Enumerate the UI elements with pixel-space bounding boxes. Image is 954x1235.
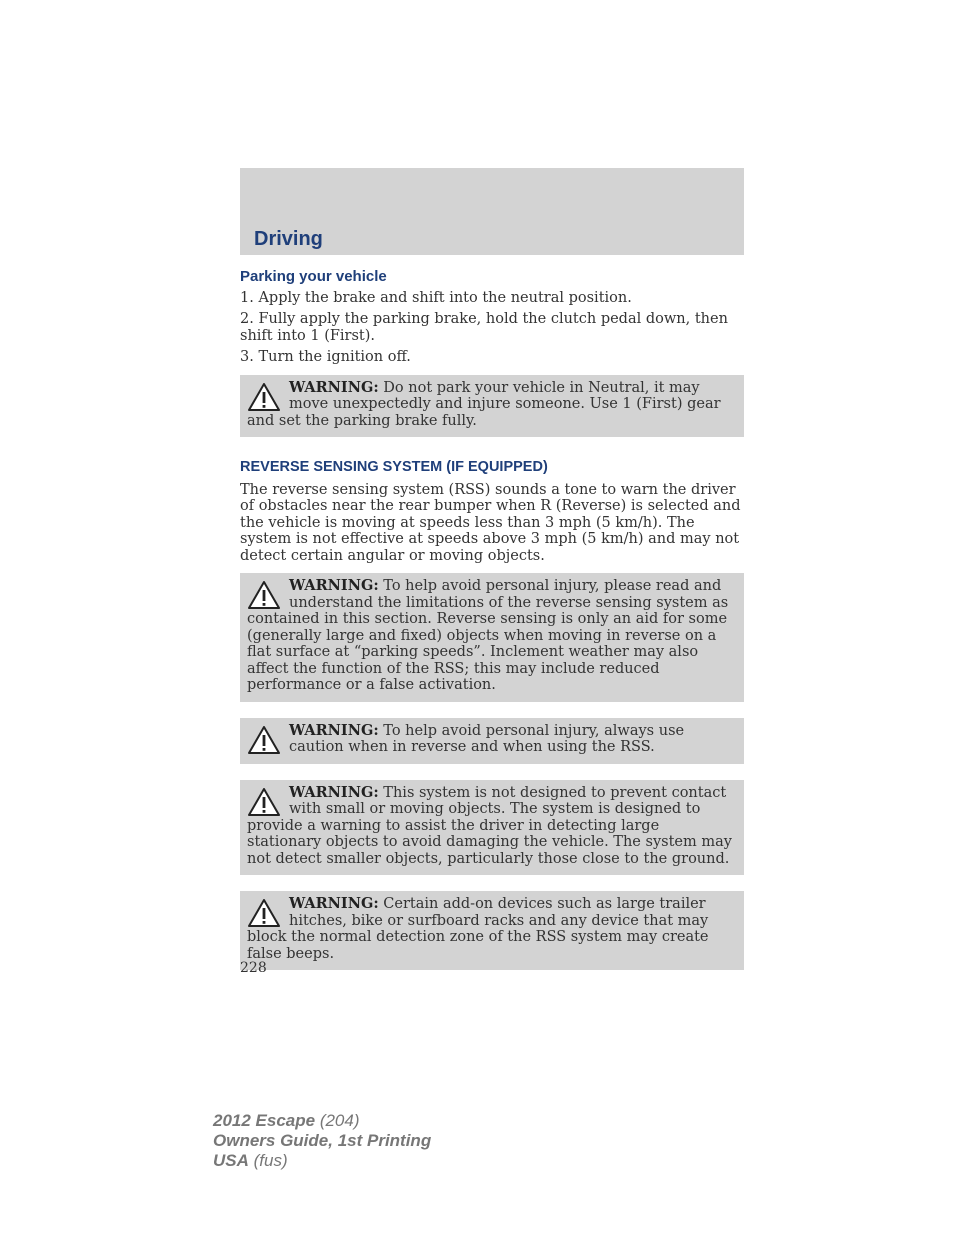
parking-step-2: 2. Fully apply the parking brake, hold the clutch pedal down, then shift into 1 (First). bbox=[240, 311, 728, 344]
footer-model: 2012 Escape bbox=[213, 1111, 316, 1130]
footer-model-line bbox=[213, 1111, 431, 1131]
section-header-band bbox=[240, 168, 744, 255]
warning-triangle-icon bbox=[247, 382, 281, 412]
warning-triangle-icon bbox=[247, 580, 281, 610]
warning-text: To help avoid personal injury, please read and understand the limitations of the reverse sensing system as contained in this section. Reverse sensing is only an aid for some (generally large and fixed) objects when moving in reverse on a flat surface at “parking speeds”. Inclement weather may also affect the function of the RSS; this may include reduced performance or a false activation. bbox=[247, 578, 729, 693]
warning-text: Do not park your vehicle in Neutral, it may move unexpectedly and injure someone. Use 1 (First) gear and set the parking brake fully. bbox=[247, 379, 721, 429]
warning-box-rss-limitations bbox=[240, 573, 744, 702]
rss-intro: The reverse sensing system (RSS) sounds a tone to warn the driver of obstacles near the rear bumper when R (Reverse) is selected and the vehicle is moving at speeds less than 3 mph (5 km/h). The system is not effective at speeds above 3 mph (5 km/h) and may not detect certain angular or moving objects. bbox=[240, 481, 741, 564]
warning-text: To help avoid personal injury, always use caution when in reverse and when using the RSS. bbox=[289, 722, 685, 755]
footer-market-code: (fus) bbox=[248, 1151, 288, 1170]
page-number: 228 bbox=[240, 960, 267, 976]
warning-label: WARNING: bbox=[289, 577, 379, 594]
footer-guide-line bbox=[213, 1131, 431, 1151]
warning-triangle-icon bbox=[247, 725, 281, 755]
section-title: Driving bbox=[254, 228, 323, 250]
parking-step-1: 1. Apply the brake and shift into the neutral position. bbox=[240, 289, 632, 306]
warning-box-rss-caution bbox=[240, 718, 744, 764]
parking-step-3: 3. Turn the ignition off. bbox=[240, 349, 411, 365]
footer-guide: Owners Guide, 1st Printing bbox=[213, 1131, 432, 1150]
warning-label: WARNING: bbox=[289, 721, 379, 739]
page-content bbox=[240, 266, 744, 970]
print-footer bbox=[213, 1111, 431, 1171]
warning-triangle-icon bbox=[247, 787, 281, 817]
parking-heading: Parking your vehicle bbox=[240, 268, 387, 285]
footer-model-code: (204) bbox=[315, 1111, 360, 1130]
warning-triangle-icon bbox=[247, 898, 281, 928]
footer-market: USA bbox=[213, 1151, 249, 1170]
warning-label: WARNING: bbox=[289, 895, 379, 912]
warning-label: WARNING: bbox=[289, 378, 379, 396]
warning-box-rss-contact bbox=[240, 780, 744, 876]
footer-market-line bbox=[213, 1151, 431, 1171]
warning-box-rss-addons bbox=[240, 891, 744, 970]
warning-text: Certain add-on devices such as large trailer hitches, bike or surfboard racks and any device that may block the normal detection zone of the RSS system may create false beeps. bbox=[247, 896, 709, 962]
warning-label: WARNING: bbox=[289, 783, 379, 801]
warning-text: This system is not designed to prevent contact with small or moving objects. The system is designed to provide a warning to assist the driver in detecting large stationary objects to avoid damaging the vehicle. The system may not detect smaller objects, particularly those close to the ground. bbox=[247, 784, 732, 867]
warning-box-parking bbox=[240, 375, 744, 438]
rss-heading: REVERSE SENSING SYSTEM (IF EQUIPPED) bbox=[240, 459, 548, 475]
